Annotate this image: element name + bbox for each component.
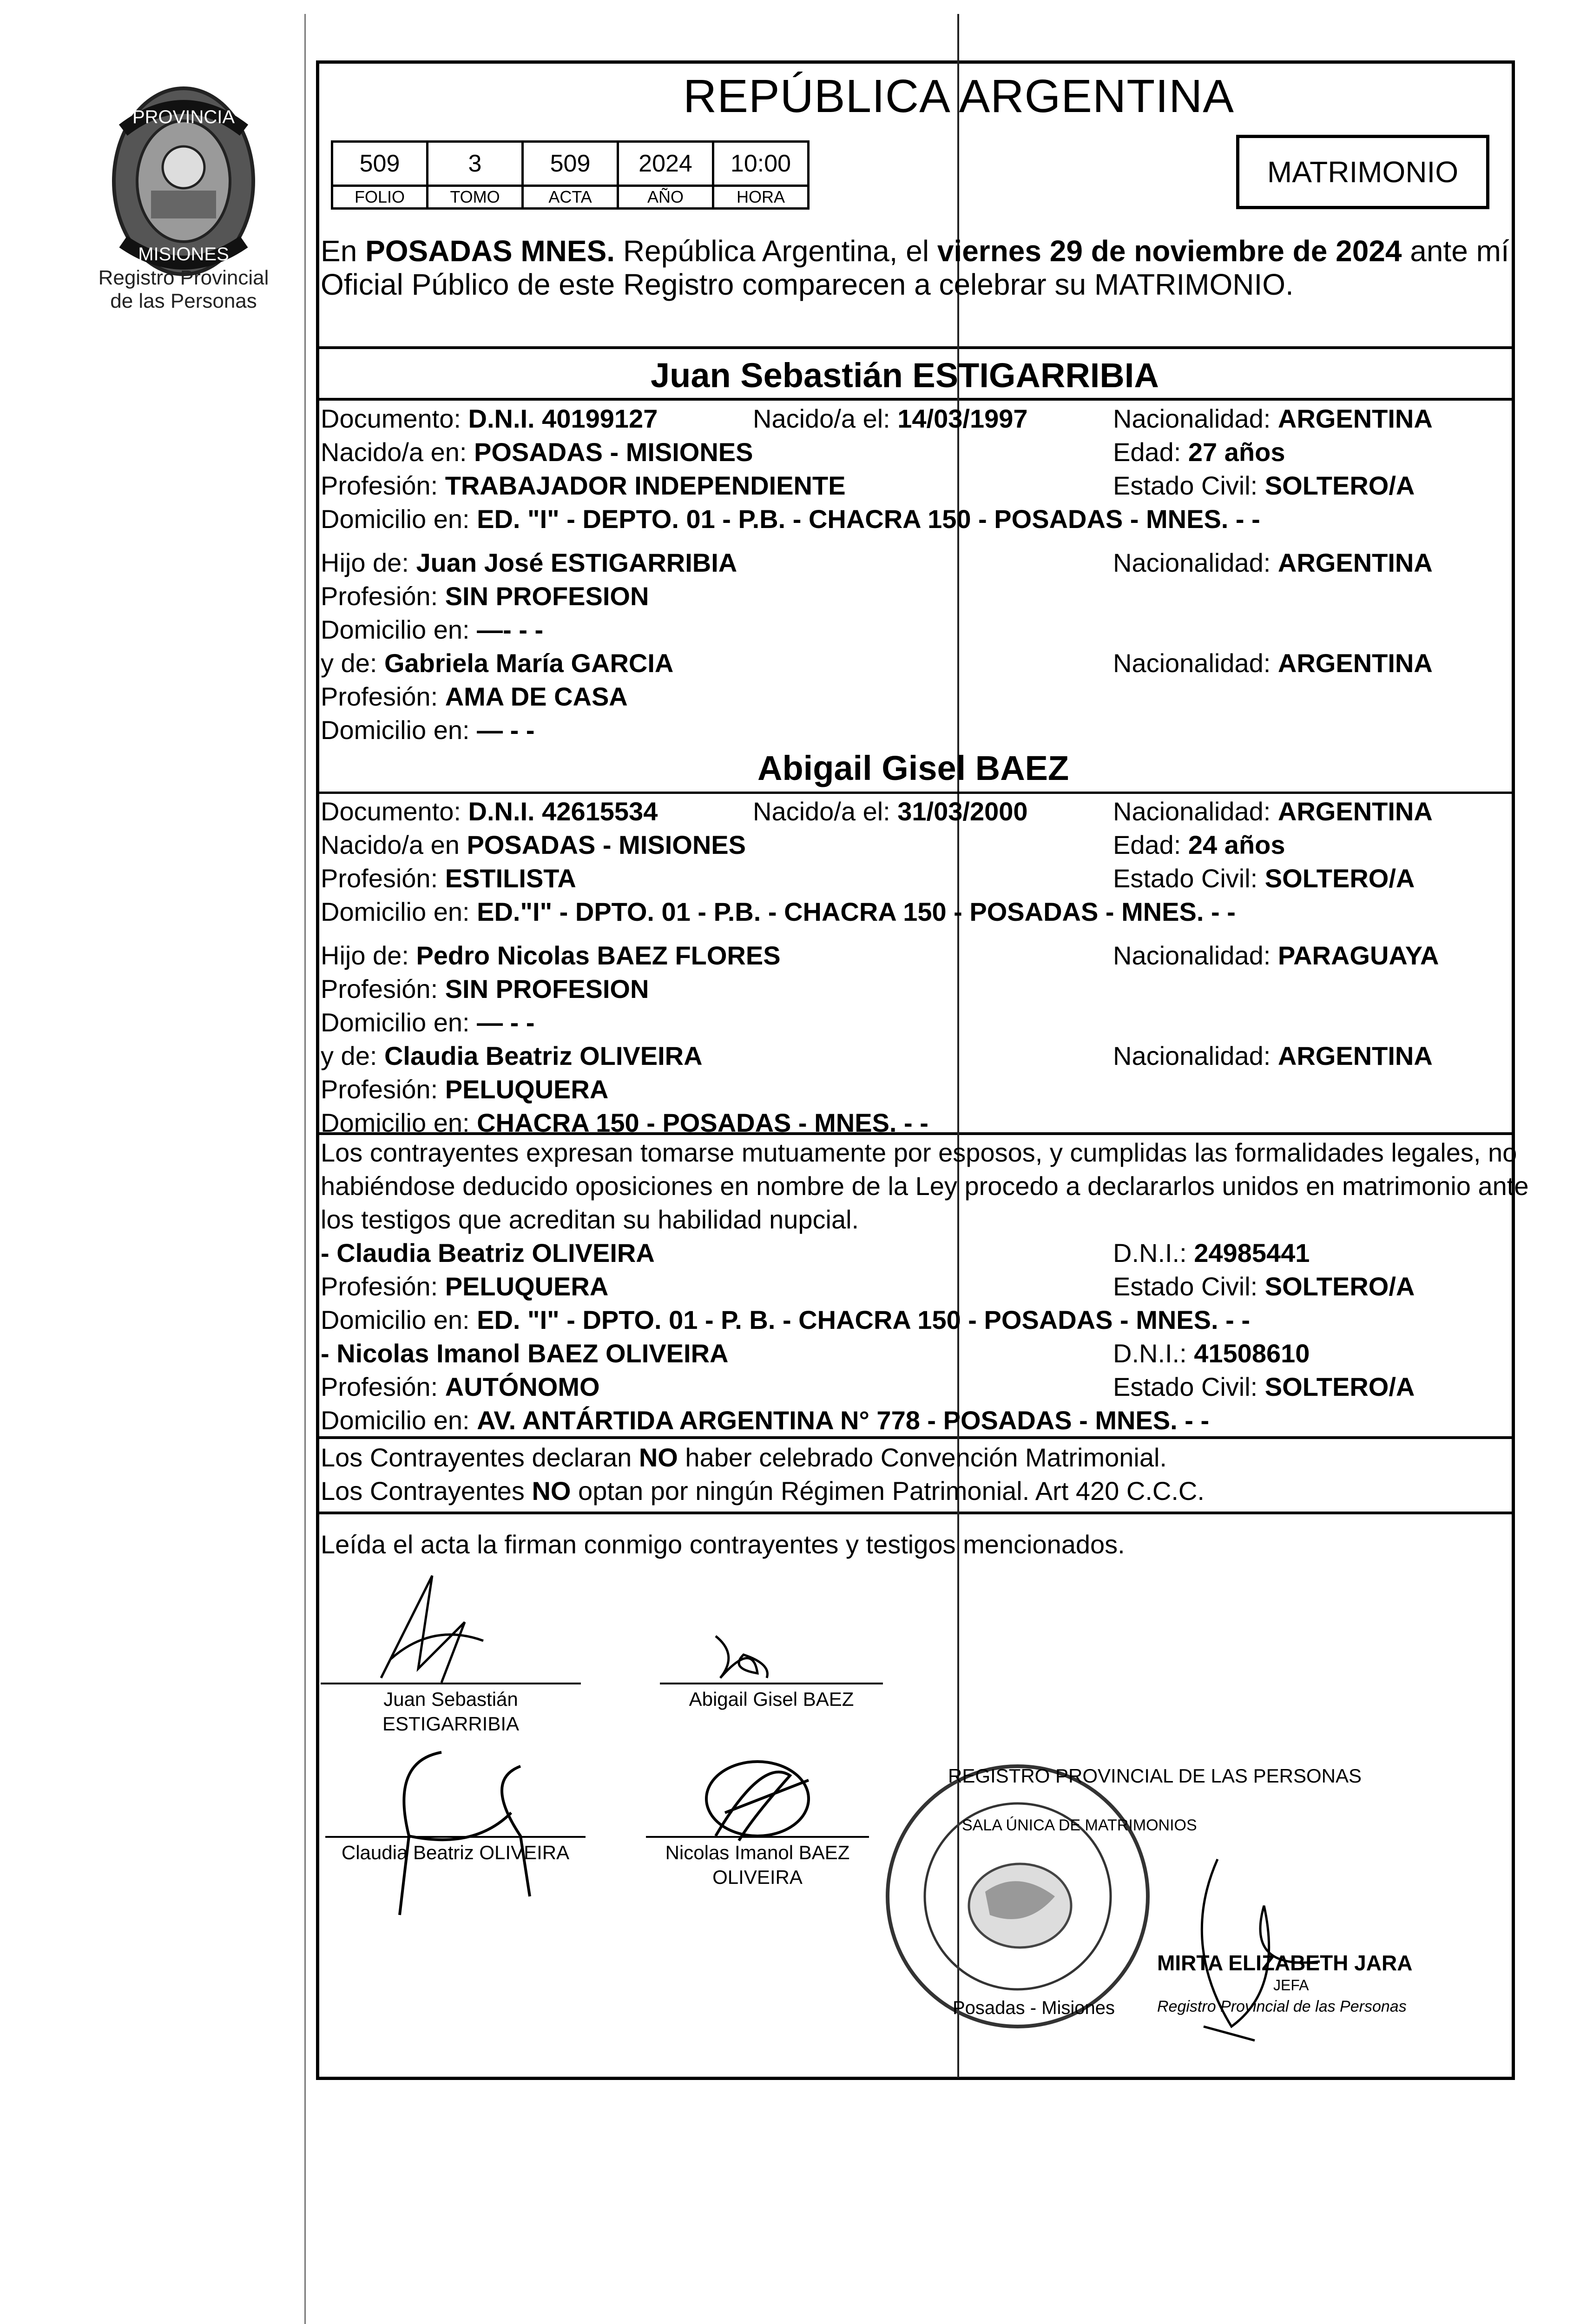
bride-father: Hijo de: Pedro Nicolas BAEZ FLORES bbox=[321, 941, 781, 970]
witness-2-profession: Profesión: AUTÓNOMO bbox=[321, 1372, 600, 1401]
bride-birthplace: Nacido/a en POSADAS - MISIONES bbox=[321, 830, 746, 859]
ano-label: AÑO bbox=[618, 186, 713, 209]
bride-profession: Profesión: ESTILISTA bbox=[321, 864, 576, 893]
groom-father: Hijo de: Juan José ESTIGARRIBIA bbox=[321, 548, 737, 577]
official-title: JEFA bbox=[1273, 1977, 1309, 1994]
divider bbox=[316, 1512, 1515, 1514]
groom-nationality: Nacionalidad: ARGENTINA bbox=[1113, 404, 1433, 433]
hora-value: 10:00 bbox=[713, 142, 809, 186]
seal-bottom-text: MISIONES bbox=[138, 244, 229, 264]
witness-1-name: - Claudia Beatriz OLIVEIRA bbox=[321, 1238, 655, 1268]
witness-1-signature-line bbox=[325, 1836, 586, 1838]
tomo-label: TOMO bbox=[428, 186, 523, 209]
witness-1-address: Domicilio en: ED. "I" - DPTO. 01 - P. B. - CHACRA 150 - POSADAS - MNES. - - bbox=[321, 1305, 1250, 1334]
groom-birthplace: Nacido/a en: POSADAS - MISIONES bbox=[321, 437, 753, 467]
witness-2-address: Domicilio en: AV. ANTÁRTIDA ARGENTINA N° 778 - POSADAS - MNES. - - bbox=[321, 1406, 1210, 1435]
groom-profession: Profesión: TRABAJADOR INDEPENDIENTE bbox=[321, 471, 846, 500]
stamp-bottom-text: Posadas - Misiones bbox=[953, 1998, 1115, 2018]
witness-2-signature bbox=[697, 1748, 836, 1850]
closing-text: Leída el acta la firman conmigo contrayentes y testigos mencionados. bbox=[321, 1530, 1125, 1559]
witness-2-dni: D.N.I.: 41508610 bbox=[1113, 1339, 1310, 1368]
bride-name: Abigail Gisel BAEZ bbox=[757, 749, 1069, 787]
divider bbox=[316, 398, 1515, 401]
tomo-value: 3 bbox=[428, 142, 523, 186]
bride-mother-profession: Profesión: PELUQUERA bbox=[321, 1075, 609, 1104]
groom-mother: y de: Gabriela María GARCIA bbox=[321, 648, 674, 678]
groom-signature-label: Juan Sebastián ESTIGARRIBIA bbox=[382, 1688, 520, 1735]
registry-table bbox=[331, 140, 810, 210]
groom-signature-line bbox=[321, 1683, 581, 1684]
groom-father-nationality: Nacionalidad: ARGENTINA bbox=[1113, 548, 1433, 577]
bride-signature-label: Abigail Gisel BAEZ bbox=[689, 1688, 854, 1710]
bride-document: Documento: D.N.I. 42615534 bbox=[321, 797, 658, 826]
witness-2-civil-status: Estado Civil: SOLTERO/A bbox=[1113, 1372, 1415, 1401]
bride-father-profession: Profesión: SIN PROFESION bbox=[321, 974, 649, 1004]
official-signature bbox=[1162, 1850, 1394, 2045]
declaration-line-2: habiéndose deducido oposiciones en nombre de la Ley procedo a declararlos unidos en matrimonio ante bbox=[321, 1171, 1529, 1201]
logo-text-2: de las Personas bbox=[110, 290, 257, 312]
witness-1-dni: D.N.I.: 24985441 bbox=[1113, 1238, 1310, 1268]
groom-father-address: Domicilio en: —- - - bbox=[321, 615, 544, 644]
bride-mother-address: Domicilio en: CHACRA 150 - POSADAS - MNES. - - bbox=[321, 1108, 928, 1137]
logo-text-1: Registro Provincial bbox=[98, 266, 269, 289]
bride-father-address: Domicilio en: — - - bbox=[321, 1008, 535, 1037]
scan-margin-line bbox=[304, 14, 306, 2324]
divider bbox=[316, 346, 1515, 349]
ano-value: 2024 bbox=[618, 142, 713, 186]
witness-1-civil-status: Estado Civil: SOLTERO/A bbox=[1113, 1272, 1415, 1301]
groom-age: Edad: 27 años bbox=[1113, 437, 1285, 467]
registry-stamp-icon bbox=[878, 1757, 1157, 2036]
bride-mother: y de: Claudia Beatriz OLIVEIRA bbox=[321, 1041, 703, 1070]
bride-age: Edad: 24 años bbox=[1113, 830, 1285, 859]
bride-mother-nationality: Nacionalidad: ARGENTINA bbox=[1113, 1041, 1433, 1070]
witness-2-signature-label: Nicolas Imanol BAEZ OLIVEIRA bbox=[665, 1842, 850, 1888]
groom-civil-status: Estado Civil: SOLTERO/A bbox=[1113, 471, 1415, 500]
witness-1-signature-label: Claudia Beatriz OLIVEIRA bbox=[341, 1842, 570, 1863]
registry-logo bbox=[91, 74, 276, 316]
groom-name: Juan Sebastián ESTIGARRIBIA bbox=[651, 356, 1159, 395]
folio-value: 509 bbox=[332, 142, 428, 186]
province-seal-icon bbox=[91, 74, 276, 288]
official-org: Registro Provincial de las Personas bbox=[1157, 1998, 1407, 2015]
convention-line-2: Los Contrayentes NO optan por ningún Régimen Patrimonial. Art 420 C.C.C. bbox=[321, 1476, 1205, 1505]
acta-value: 509 bbox=[523, 142, 618, 186]
bride-birthdate: Nacido/a el: 31/03/2000 bbox=[753, 797, 1028, 826]
witness-1-profession: Profesión: PELUQUERA bbox=[321, 1272, 609, 1301]
acta-label: ACTA bbox=[523, 186, 618, 209]
groom-mother-address: Domicilio en: — - - bbox=[321, 715, 535, 745]
intro-line-2: Oficial Público de este Registro comparecen a celebrar su MATRIMONIO. bbox=[321, 268, 1294, 301]
witness-1-signature bbox=[335, 1743, 567, 1920]
act-type-box: MATRIMONIO bbox=[1236, 135, 1489, 209]
divider bbox=[316, 1436, 1515, 1439]
bride-father-nationality: Nacionalidad: PARAGUAYA bbox=[1113, 941, 1439, 970]
groom-birthdate: Nacido/a el: 14/03/1997 bbox=[753, 404, 1028, 433]
groom-father-profession: Profesión: SIN PROFESION bbox=[321, 581, 649, 611]
groom-mother-nationality: Nacionalidad: ARGENTINA bbox=[1113, 648, 1433, 678]
witness-2-signature-line bbox=[646, 1836, 869, 1838]
divider bbox=[316, 792, 1515, 794]
stamp-outer-text: REGISTRO PROVINCIAL DE LAS PERSONAS bbox=[948, 1765, 1362, 1787]
groom-address: Domicilio en: ED. "I" - DEPTO. 01 - P.B. - CHACRA 150 - POSADAS - MNES. - - bbox=[321, 504, 1260, 534]
bride-address: Domicilio en: ED."I" - DPTO. 01 - P.B. - CHACRA 150 - POSADAS - MNES. - - bbox=[321, 897, 1236, 926]
groom-mother-profession: Profesión: AMA DE CASA bbox=[321, 682, 628, 711]
seal-top-text: PROVINCIA bbox=[132, 107, 235, 127]
folio-label: FOLIO bbox=[332, 186, 428, 209]
stamp-inner-text: SALA ÚNICA DE MATRIMONIOS bbox=[962, 1816, 1197, 1834]
country-title: REPÚBLICA ARGENTINA bbox=[683, 70, 1234, 122]
bride-signature-line bbox=[660, 1683, 883, 1684]
declaration-line-1: Los contrayentes expresan tomarse mutuamente por esposos, y cumplidas las formalidades legales, no bbox=[321, 1138, 1517, 1167]
intro-line-1: En POSADAS MNES. República Argentina, el viernes 29 de noviembre de 2024 ante mí, bbox=[321, 234, 1518, 268]
groom-document: Documento: D.N.I. 40199127 bbox=[321, 404, 658, 433]
witness-2-name: - Nicolas Imanol BAEZ OLIVEIRA bbox=[321, 1339, 729, 1368]
bride-signature bbox=[702, 1627, 795, 1692]
bride-civil-status: Estado Civil: SOLTERO/A bbox=[1113, 864, 1415, 893]
convention-line-1: Los Contrayentes declaran NO haber celebrado Convención Matrimonial. bbox=[321, 1443, 1167, 1472]
official-name: MIRTA ELIZABETH JARA bbox=[1157, 1951, 1413, 1975]
hora-label: HORA bbox=[713, 186, 809, 209]
groom-signature bbox=[362, 1566, 502, 1706]
declaration-line-3: los testigos que acreditan su habilidad nupcial. bbox=[321, 1205, 859, 1234]
bride-nationality: Nacionalidad: ARGENTINA bbox=[1113, 797, 1433, 826]
